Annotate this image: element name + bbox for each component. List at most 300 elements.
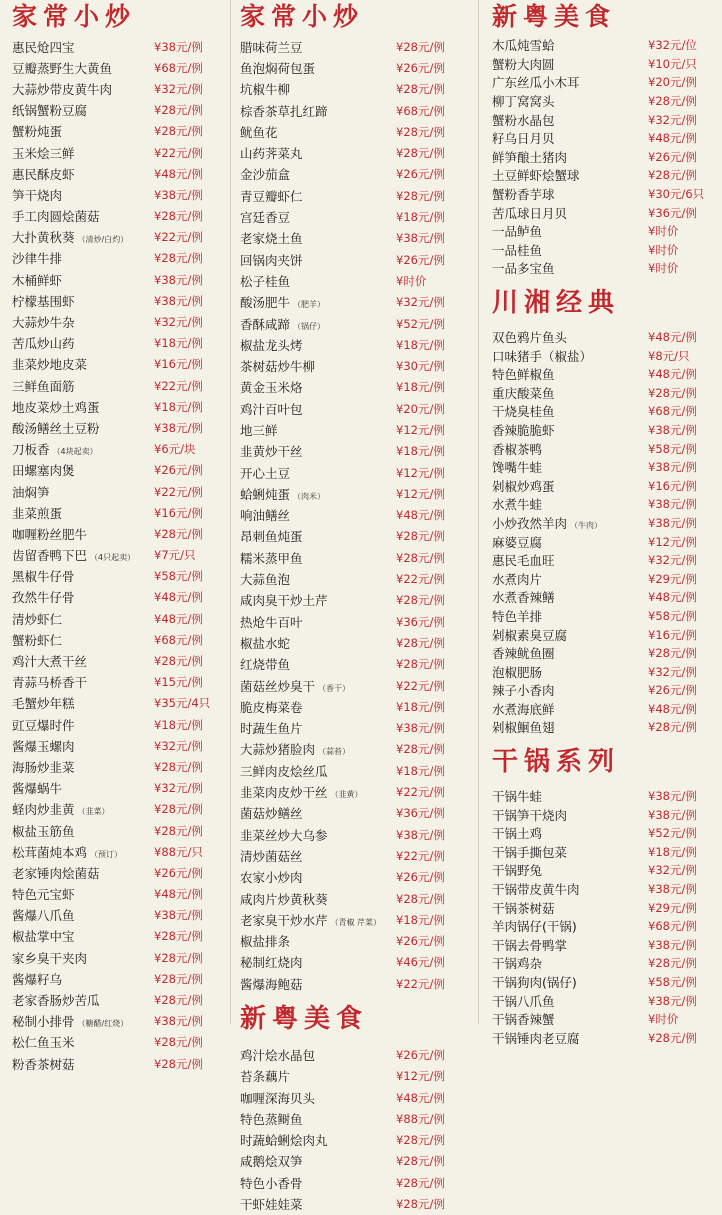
menu-item [240, 185, 466, 206]
menu-item [12, 121, 224, 142]
dish-name: 一品鲈鱼 [492, 224, 543, 240]
dish-name: 蟹粉水晶包 [492, 112, 555, 128]
dish-name-wrap [492, 843, 567, 861]
menu-item [492, 495, 714, 514]
dish-price: ¥58元/例 [648, 975, 697, 990]
menu-item [492, 607, 714, 626]
dish-name-wrap [492, 644, 555, 662]
menu-item [240, 952, 466, 973]
dish-price: ¥38元/例 [154, 39, 203, 54]
dish-price: ¥52元/例 [648, 826, 697, 841]
dish-name: 蟹粉炖蛋 [12, 124, 63, 140]
dish-price: ¥26元/例 [396, 1048, 445, 1062]
dish-name: 秘制小排骨 [12, 1014, 75, 1030]
dish-name-wrap [240, 336, 303, 354]
menu-item [492, 92, 714, 111]
dish-name-wrap [240, 804, 303, 822]
dish-name: 时蔬生鱼片 [240, 721, 303, 737]
dish-price: ¥68元/例 [154, 60, 203, 75]
dish-name: 坑椒牛柳 [240, 82, 291, 98]
menu-item [12, 142, 224, 163]
dish-name: 大蒜炒牛杂 [12, 315, 75, 331]
menu-item [492, 222, 714, 241]
dish-price: ¥36元/例 [396, 806, 445, 821]
dish-name: 口味猪手（椒盐） [492, 348, 593, 364]
menu-item [240, 505, 466, 526]
dish-name: 茶树菇炒牛柳 [240, 359, 316, 375]
dish-name-wrap [492, 129, 555, 147]
dish-name: 腊味荷兰豆 [240, 39, 303, 55]
menu-item [240, 611, 466, 632]
menu-item [492, 681, 714, 700]
dish-price: ¥48元/例 [396, 508, 445, 523]
dish-name: 苔条藕片 [240, 1069, 291, 1085]
dish-name: 清炒菌菇丝 [240, 848, 303, 864]
dish-name-wrap [240, 527, 303, 545]
dish-name: 笋干烧肉 [12, 187, 63, 203]
dish-name-wrap [240, 868, 303, 886]
menu-column-3 [482, 0, 722, 1046]
menu-item [240, 206, 466, 227]
dish-price: ¥48元/例 [648, 701, 697, 716]
dish-name: 鸡汁大煮干丝 [12, 654, 88, 670]
dish-name-wrap [492, 222, 542, 240]
dish-name-wrap [240, 613, 303, 631]
menu-item [12, 523, 224, 544]
menu-item [12, 439, 224, 460]
dish-name: 特色小香骨 [240, 1175, 303, 1191]
menu-item [12, 926, 224, 947]
dish-price: ¥28元/例 [648, 1030, 697, 1045]
dish-price: ¥68元/例 [396, 103, 445, 118]
dish-price: ¥22元/例 [396, 785, 445, 800]
dish-name-wrap [12, 461, 75, 479]
menu-item [12, 884, 224, 905]
dish-price: ¥38元/例 [154, 1014, 203, 1029]
dish-name-wrap [12, 377, 75, 395]
dish-name-wrap [12, 906, 75, 924]
dish-name-wrap [492, 440, 542, 458]
dish-name-wrap [492, 73, 580, 91]
menu-item [492, 203, 714, 222]
dish-name-wrap [492, 663, 542, 681]
menu-item [240, 1193, 466, 1214]
menu-item [492, 185, 714, 204]
dish-name: 特色羊排 [492, 608, 543, 624]
dish-name: 鱼泡焖荷包蛋 [240, 60, 316, 76]
dish-price: ¥36元/例 [396, 614, 445, 629]
menu-list [492, 328, 714, 737]
dish-name: 黄金玉米烙 [240, 380, 303, 396]
menu-item [492, 824, 714, 843]
menu-item [492, 55, 714, 74]
dish-name-wrap [492, 806, 567, 824]
menu-item [240, 568, 466, 589]
dish-name-wrap [492, 514, 602, 532]
menu-item [240, 100, 466, 121]
dish-price: ¥18元/例 [154, 336, 203, 351]
dish-name: 双色鸦片鱼头 [492, 330, 568, 346]
menu-item [12, 184, 224, 205]
dish-name-wrap [240, 1046, 315, 1064]
menu-item [12, 163, 224, 184]
dish-price: ¥28元/例 [396, 657, 445, 672]
dish-name-wrap [240, 1089, 315, 1107]
dish-name-wrap [492, 421, 555, 439]
dish-price: ¥28元/例 [396, 39, 445, 54]
dish-name-wrap [12, 610, 62, 628]
dish-price: ¥28元/例 [154, 251, 203, 266]
dish-name-wrap [492, 185, 555, 203]
menu-item [12, 227, 224, 248]
column-divider [478, 0, 479, 1024]
dish-name-wrap [492, 328, 567, 346]
dish-name: 老家锤肉烩菌菇 [12, 865, 100, 881]
dish-name: 时蔬蛤蜊烩肉丸 [240, 1133, 328, 1149]
dish-price: ¥22元/例 [396, 976, 445, 991]
dish-name-wrap [240, 464, 290, 482]
dish-name-wrap [12, 207, 100, 225]
dish-name-wrap [12, 949, 87, 967]
dish-name-wrap [240, 549, 303, 567]
dish-name-wrap [12, 843, 122, 861]
dish-name-wrap [492, 241, 542, 259]
menu-item [492, 861, 714, 880]
menu-item [240, 1130, 466, 1151]
dish-name-wrap [12, 292, 75, 310]
dish-name: 香酥咸蹄 [240, 316, 291, 332]
dish-price: ¥6元/块 [154, 442, 196, 457]
menu-item [240, 888, 466, 909]
dish-name-wrap [240, 1195, 303, 1213]
dish-price: ¥38元/例 [648, 993, 697, 1008]
dish-price: ¥16元/例 [648, 478, 697, 493]
menu-item [12, 290, 224, 311]
dish-name: 三鲜鱼面筋 [12, 378, 75, 394]
dish-name: 菌菇炒鳝丝 [240, 806, 303, 822]
menu-item [12, 841, 224, 862]
dish-name-wrap [12, 631, 62, 649]
dish-note: （牛肉） [570, 520, 603, 530]
dish-name: 干锅野兔 [492, 863, 543, 879]
dish-price: ¥58元/例 [648, 608, 697, 623]
dish-price: ¥18元/例 [648, 844, 697, 859]
menu-item [492, 73, 714, 92]
dish-price: ¥28元/例 [154, 526, 203, 541]
menu-item [492, 843, 714, 862]
menu-item [492, 328, 714, 347]
dish-name: 干锅鸡杂 [492, 956, 543, 972]
dish-price: ¥18元/例 [154, 717, 203, 732]
dish-name-wrap [492, 607, 542, 625]
dish-price: ¥29元/例 [648, 900, 697, 915]
dish-price: ¥26元/例 [396, 60, 445, 75]
dish-price: ¥38元/例 [154, 908, 203, 923]
dish-price: ¥48元/例 [154, 611, 203, 626]
dish-name: 小炒孜然羊肉 [492, 515, 568, 531]
dish-name-wrap [240, 38, 303, 56]
dish-name: 咖喱深海贝头 [240, 1090, 316, 1106]
menu-item [240, 164, 466, 185]
dish-name: 干锅香辣蟹 [492, 1012, 555, 1028]
dish-price: ¥28元/例 [396, 593, 445, 608]
dish-price: ¥28元/例 [154, 950, 203, 965]
menu-item [12, 905, 224, 926]
dish-name: 韭菜煎蛋 [12, 505, 63, 521]
dish-price: ¥8元/只 [648, 348, 690, 363]
menu-list [12, 36, 224, 1074]
dish-price: ¥22元/例 [154, 145, 203, 160]
dish-name-wrap [492, 92, 555, 110]
dish-name-wrap [492, 36, 555, 54]
menu-item [12, 989, 224, 1010]
dish-price: ¥32元/例 [154, 315, 203, 330]
menu-item [492, 1029, 714, 1048]
dish-price: ¥28元/例 [154, 1056, 203, 1071]
dish-name: 鲜笋酿土猪肉 [492, 149, 568, 165]
dish-name-wrap [12, 504, 62, 522]
dish-note: （糖醋/红烧） [77, 1019, 129, 1029]
menu-item [240, 803, 466, 824]
dish-name: 粉香茶树菇 [12, 1056, 75, 1072]
dish-name: 柠檬基围虾 [12, 293, 75, 309]
dish-price: ¥68元/例 [154, 632, 203, 647]
menu-item [12, 100, 224, 121]
dish-name-wrap [492, 899, 555, 917]
dish-price: ¥22元/例 [396, 678, 445, 693]
dish-name-wrap [240, 1110, 303, 1128]
dish-price: ¥52元/例 [396, 316, 445, 331]
dish-name-wrap [240, 719, 303, 737]
menu-item [240, 1044, 466, 1065]
dish-price: ¥28元/例 [396, 146, 445, 161]
dish-price: ¥28元/例 [154, 823, 203, 838]
dish-name: 剁椒鮰鱼翅 [492, 720, 555, 736]
menu-item [492, 917, 714, 936]
dish-name-wrap [492, 824, 542, 842]
dish-price: ¥48元/例 [396, 1090, 445, 1105]
dish-name-wrap [240, 187, 303, 205]
dish-price: ¥28元/例 [396, 1133, 445, 1148]
dish-name-wrap [240, 655, 290, 673]
menu-item [492, 700, 714, 719]
dish-name: 青蒜马桥香干 [12, 675, 88, 691]
dish-name: 松子桂鱼 [240, 273, 291, 289]
dish-name-wrap [240, 315, 325, 333]
dish-name: 蟹粉虾仁 [12, 632, 63, 648]
dish-name-wrap [492, 55, 555, 73]
dish-price: ¥22元/例 [396, 848, 445, 863]
dish-price: ¥10元/只 [648, 56, 697, 71]
dish-name-wrap [492, 259, 555, 277]
menu-item [240, 1066, 466, 1087]
dish-name-wrap [240, 911, 381, 929]
dish-name: 酸汤肥牛 [240, 295, 291, 311]
menu-item [240, 760, 466, 781]
dish-name-wrap [240, 634, 290, 652]
column-divider [230, 0, 231, 1024]
dish-price: ¥18元/例 [396, 210, 445, 225]
menu-list [492, 36, 714, 278]
menu-item [492, 384, 714, 403]
dish-name-wrap [240, 570, 290, 588]
dish-price: ¥12元/例 [396, 486, 445, 501]
dish-price: ¥30元/例 [396, 359, 445, 374]
dish-name-wrap [12, 186, 62, 204]
dish-price: ¥32元/位 [648, 38, 697, 53]
dish-name: 响油鳝丝 [240, 508, 291, 524]
dish-name: 回锅肉夹饼 [240, 252, 303, 268]
dish-price: ¥28元/例 [396, 1175, 445, 1190]
menu-item [492, 880, 714, 899]
dish-name: 鸡汁烩水晶包 [240, 1048, 316, 1063]
dish-name: 豆瓣蒸野生大黄鱼 [12, 60, 113, 76]
dish-name: 山药荠菜丸 [240, 146, 303, 162]
dish-price: ¥38元/例 [648, 807, 697, 822]
menu-item [240, 718, 466, 739]
dish-name: 麻婆豆腐 [492, 534, 543, 550]
menu-item [12, 1053, 224, 1074]
menu-item [492, 954, 714, 973]
menu-item [240, 57, 466, 78]
menu-item [492, 973, 714, 992]
section-title-dry-pot: 干锅系列 [492, 746, 621, 777]
dish-name: 水煮牛蛙 [492, 497, 543, 513]
dish-name: 特色蒸鲥鱼 [240, 1111, 303, 1127]
dish-name-wrap [240, 378, 303, 396]
dish-name: 大扑黄秋葵 [12, 230, 75, 246]
dish-price: ¥28元/例 [154, 103, 203, 118]
dish-name-wrap [240, 144, 303, 162]
dish-name: 大蒜炒带皮黄牛肉 [12, 81, 113, 97]
dish-price: ¥28元/例 [396, 891, 445, 906]
dish-name-wrap [240, 953, 303, 971]
menu-item [12, 248, 224, 269]
dish-name-wrap [12, 885, 75, 903]
dish-price: ¥28元/例 [396, 550, 445, 565]
dish-name: 蛏肉炒韭黄 [12, 802, 75, 818]
dish-name: 热炝牛百叶 [240, 614, 303, 630]
dish-price: ¥32元/例 [154, 781, 203, 796]
dish-name-wrap [12, 355, 87, 373]
dish-price: ¥58元/例 [648, 441, 697, 456]
dish-name-wrap [492, 148, 567, 166]
dish-name: 籽乌日月贝 [492, 131, 555, 147]
dish-name: 剁椒炒鸡蛋 [492, 478, 555, 494]
dish-name-wrap [492, 384, 555, 402]
dish-name-wrap [12, 716, 75, 734]
dish-name: 家乡臭干夹肉 [12, 950, 88, 966]
dish-name-wrap [12, 440, 98, 458]
dish-name-wrap [240, 251, 303, 269]
menu-item [492, 458, 714, 477]
dish-name-wrap [492, 787, 542, 805]
dish-name-wrap [492, 204, 567, 222]
dish-name: 泡椒肥肠 [492, 664, 543, 680]
dish-name-wrap [492, 718, 555, 736]
dish-name-wrap [240, 506, 290, 524]
dish-price: ¥26元/例 [396, 167, 445, 182]
dish-name-wrap [240, 975, 303, 993]
dish-name: 干锅茶树菇 [492, 900, 555, 916]
dish-price: ¥18元/例 [154, 399, 203, 414]
menu-item [492, 551, 714, 570]
dish-price: ¥18元/例 [396, 380, 445, 395]
dish-price: ¥30元/6只 [648, 187, 705, 202]
dish-name: 蟹粉大肉圆 [492, 56, 555, 72]
dish-name-wrap [240, 1131, 328, 1149]
dish-price: ¥29元/例 [648, 571, 697, 586]
menu-item [240, 377, 466, 398]
menu-item [12, 57, 224, 78]
menu-item [240, 441, 466, 462]
dish-name-wrap [12, 673, 87, 691]
menu-item [492, 476, 714, 495]
dish-name-wrap [240, 357, 315, 375]
dish-price: ¥12元/例 [396, 1069, 445, 1084]
dish-name: 干锅笋干烧肉 [492, 807, 568, 823]
menu-item [12, 968, 224, 989]
dish-name: 棕香茶草扎红蹄 [240, 103, 328, 119]
menu-list [240, 1044, 466, 1214]
dish-name-wrap [240, 1174, 303, 1192]
dish-price: ¥38元/例 [154, 420, 203, 435]
dish-name: 水煮海底鲜 [492, 701, 555, 717]
dish-price: ¥22元/例 [154, 230, 203, 245]
menu-item [492, 718, 714, 737]
menu-item [12, 629, 224, 650]
menu-item [240, 781, 466, 802]
menu-list [492, 787, 714, 1047]
menu-item [12, 778, 224, 799]
menu-item [492, 991, 714, 1010]
dish-price: ¥36元/例 [648, 205, 697, 220]
dish-name-wrap [492, 365, 555, 383]
dish-price: ¥88元/只 [154, 844, 203, 859]
menu-item [492, 787, 714, 806]
menu-item [240, 419, 466, 440]
dish-price: ¥18元/例 [396, 763, 445, 778]
dish-name-wrap [12, 1012, 128, 1030]
dish-price: ¥28元/例 [154, 929, 203, 944]
dish-name-wrap [12, 970, 62, 988]
dish-name-wrap [240, 272, 290, 290]
menu-item [240, 355, 466, 376]
dish-name: 干锅锤肉老豆腐 [492, 1030, 580, 1046]
dish-name: 干锅带皮黄牛肉 [492, 882, 580, 898]
dish-name-wrap [492, 861, 542, 879]
dish-name-wrap [240, 826, 328, 844]
dish-price: ¥32元/例 [396, 295, 445, 310]
dish-name-wrap [240, 400, 303, 418]
menu-item [12, 545, 224, 566]
dish-name: 三鲜肉皮烩丝瓜 [240, 763, 328, 779]
dish-price: ¥48元/例 [154, 887, 203, 902]
dish-name-wrap [240, 442, 303, 460]
dish-name: 一品多宝鱼 [492, 261, 555, 277]
dish-name: 咸鹅烩双笋 [240, 1154, 303, 1170]
dish-price: ¥48元/例 [648, 367, 697, 382]
dish-price: ¥28元/例 [154, 802, 203, 817]
dish-name: 鸡汁百叶包 [240, 401, 303, 417]
dish-name: 大蒜炒猪脸肉 [240, 742, 316, 758]
dish-name-wrap [492, 992, 555, 1010]
dish-name-wrap [12, 419, 100, 437]
dish-name: 黑椒牛仔骨 [12, 569, 75, 585]
menu-column-1 [0, 0, 228, 1072]
dish-name-wrap [12, 822, 75, 840]
dish-price: ¥28元/例 [154, 209, 203, 224]
